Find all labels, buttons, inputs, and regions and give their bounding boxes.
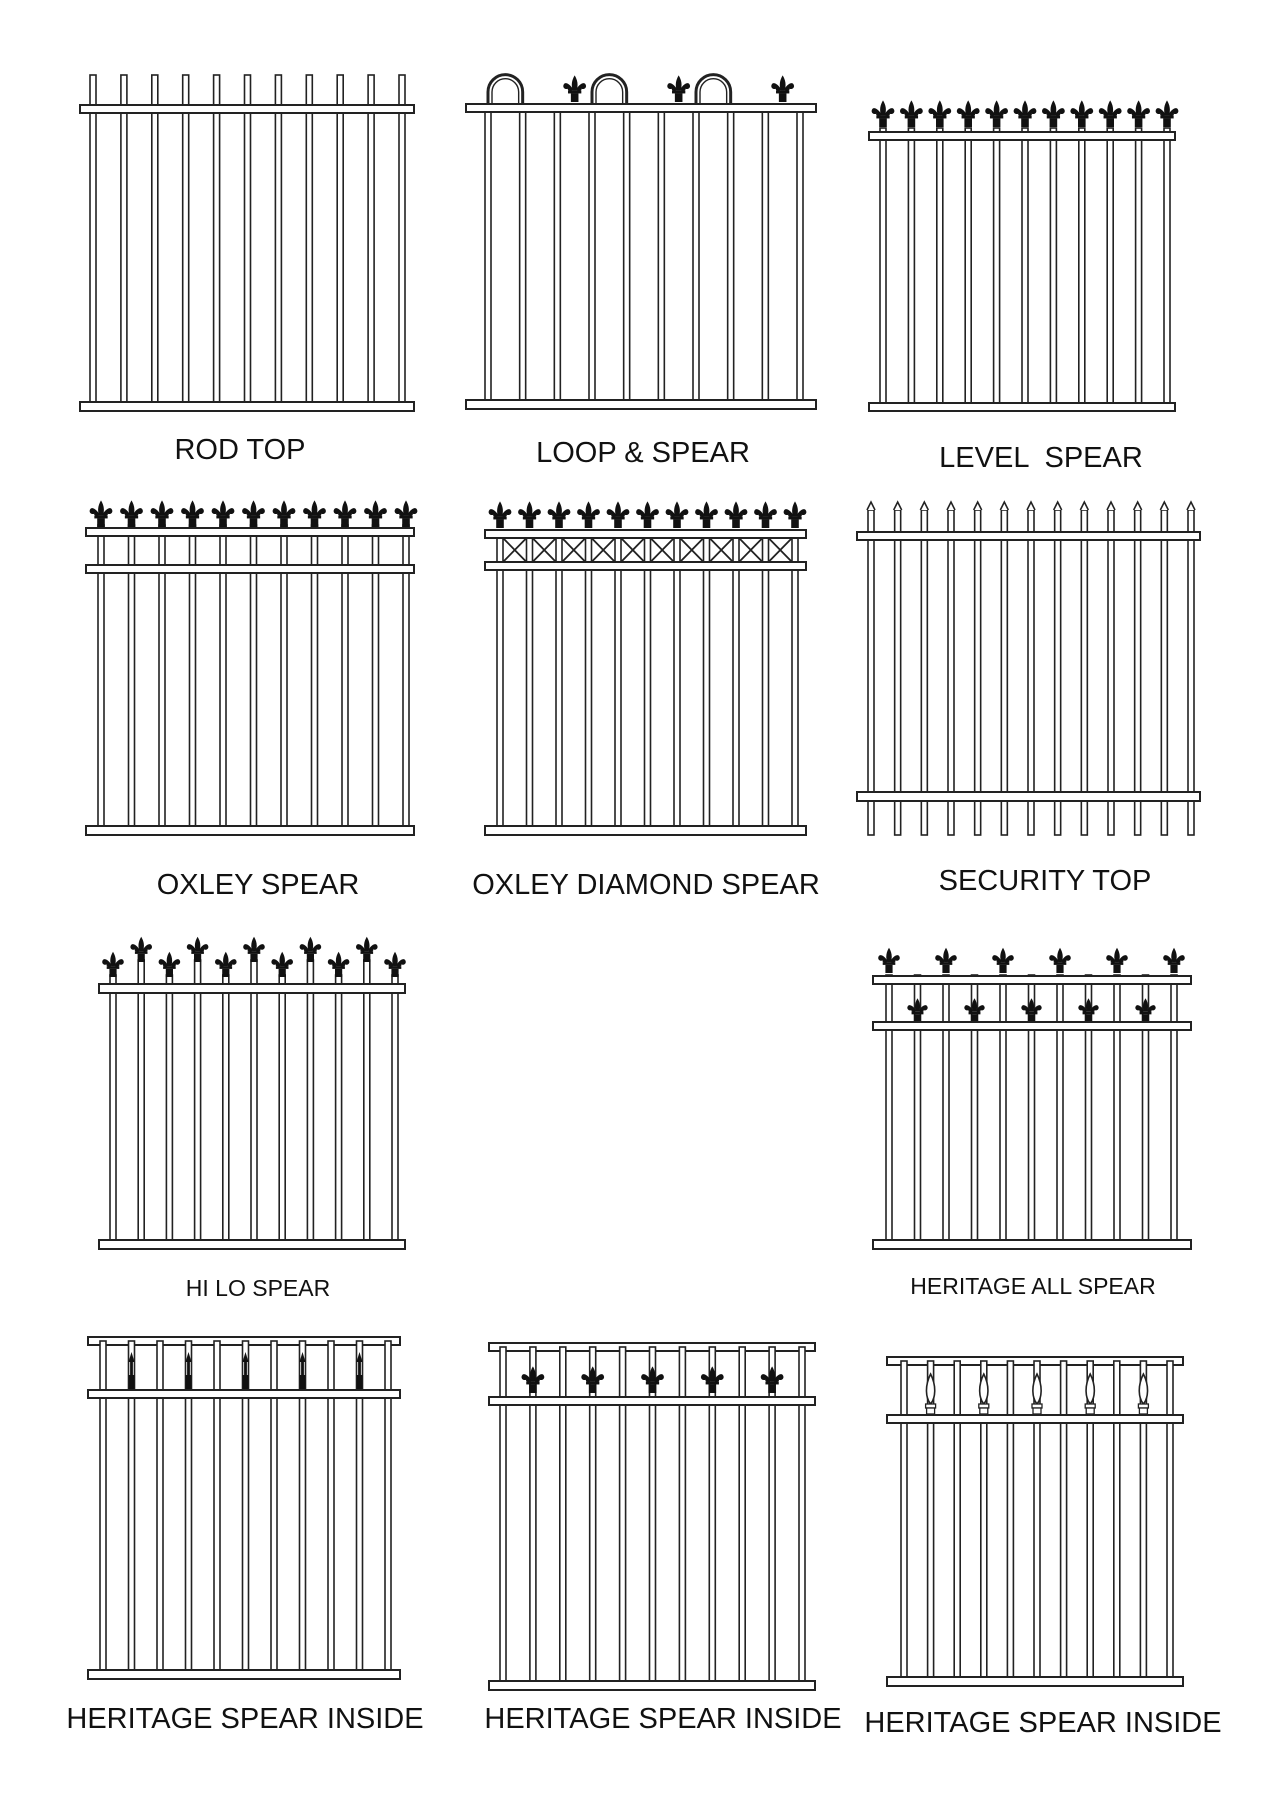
- fleur-de-lis-finial-icon: [754, 501, 777, 528]
- picket: [797, 105, 803, 402]
- picket: [1055, 510, 1061, 835]
- spear-tip-icon: [974, 502, 982, 510]
- picket: [195, 960, 201, 1247]
- rail: [466, 104, 816, 112]
- picket: [337, 75, 343, 409]
- fleur-de-lis-finial-icon: [872, 100, 895, 127]
- label-loop-spear: LOOP & SPEAR: [536, 437, 750, 469]
- fleur-de-lis-finial-icon: [159, 952, 181, 977]
- fleur-de-lis-finial-icon: [242, 500, 265, 527]
- picket: [1114, 975, 1120, 1248]
- rail: [485, 562, 806, 570]
- picket: [306, 75, 312, 409]
- label-heritage-spear-inside-3: HERITAGE SPEAR INSIDE: [864, 1707, 1222, 1739]
- picket: [943, 975, 949, 1248]
- fleur-de-lis-finial-icon: [784, 501, 807, 528]
- rail: [857, 792, 1200, 801]
- picket: [1108, 510, 1114, 835]
- rail: [99, 984, 405, 993]
- picket: [624, 105, 630, 402]
- rail: [86, 565, 414, 573]
- label-heritage-all-spear: HERITAGE ALL SPEAR: [910, 1273, 1156, 1299]
- picket: [1028, 510, 1034, 835]
- picket: [615, 530, 621, 832]
- rail: [873, 976, 1191, 984]
- fence-panel-heritage-spear-inside-2: [489, 1343, 815, 1690]
- picket: [183, 75, 189, 409]
- fleur-de-lis-finial-icon: [364, 500, 387, 527]
- fleur-de-lis-finial-icon: [761, 1366, 784, 1393]
- picket: [704, 530, 710, 832]
- picket: [1022, 128, 1028, 407]
- spear-tip-icon: [947, 502, 955, 510]
- picket: [152, 75, 158, 409]
- fleur-de-lis-finial-icon: [641, 1366, 664, 1393]
- fence-panel-level-spear: [869, 100, 1178, 411]
- spear-tip-icon: [1054, 502, 1062, 510]
- fleur-de-lis-finial-icon: [667, 75, 690, 102]
- fleur-de-lis-finial-icon: [334, 500, 357, 527]
- label-oxley-spear: OXLEY SPEAR: [156, 869, 360, 901]
- fence-panel-heritage-all-spear: [873, 948, 1191, 1249]
- fleur-de-lis-finial-icon: [300, 937, 322, 962]
- picket: [658, 105, 664, 402]
- fleur-de-lis-finial-icon: [992, 948, 1014, 973]
- fleur-de-lis-finial-icon: [271, 952, 293, 977]
- picket: [520, 105, 526, 402]
- rail: [887, 1415, 1183, 1423]
- fleur-de-lis-finial-icon: [577, 501, 600, 528]
- fleur-de-lis-finial-icon: [964, 998, 984, 1022]
- spear-tip-icon: [1107, 502, 1115, 510]
- picket: [279, 975, 285, 1247]
- picket: [90, 75, 96, 409]
- rail: [873, 1240, 1191, 1249]
- picket: [166, 975, 172, 1247]
- fence-panel-rod-top: [80, 75, 414, 411]
- picket: [1001, 510, 1007, 835]
- rail: [80, 105, 414, 113]
- fleur-de-lis-finial-icon: [303, 500, 326, 527]
- picket: [1167, 1361, 1173, 1684]
- fleur-de-lis-finial-icon: [489, 501, 512, 528]
- picket: [245, 75, 251, 409]
- loop-top-inner: [596, 79, 623, 105]
- fence-panel-heritage-spear-inside-1: [88, 1337, 400, 1679]
- rail: [485, 530, 806, 538]
- picket: [763, 530, 769, 832]
- picket: [307, 960, 313, 1247]
- fleur-de-lis-finial-icon: [1106, 948, 1128, 973]
- label-security-top: SECURITY TOP: [938, 865, 1152, 897]
- picket: [121, 75, 127, 409]
- diamond-lattice: [769, 538, 793, 562]
- diamond-lattice: [562, 538, 586, 562]
- picket: [399, 75, 405, 409]
- picket: [1079, 128, 1085, 407]
- picket: [733, 530, 739, 832]
- picket: [1050, 128, 1056, 407]
- label-heritage-spear-inside-2: HERITAGE SPEAR INSIDE: [484, 1703, 842, 1735]
- picket: [674, 530, 680, 832]
- loop-top-inner: [492, 79, 519, 105]
- rail: [869, 403, 1175, 411]
- picket: [1081, 510, 1087, 835]
- rail: [489, 1397, 815, 1405]
- fleur-de-lis-finial-icon: [1099, 100, 1122, 127]
- picket: [586, 530, 592, 832]
- picket: [693, 105, 699, 402]
- picket: [901, 1361, 907, 1684]
- picket: [368, 75, 374, 409]
- picket: [138, 960, 144, 1247]
- fleur-de-lis-finial-icon: [771, 75, 794, 102]
- fleur-de-lis-finial-icon: [695, 501, 718, 528]
- rail: [88, 1390, 400, 1398]
- fleur-de-lis-finial-icon: [212, 500, 235, 527]
- diamond-lattice: [651, 538, 675, 562]
- diamond-lattice: [592, 538, 616, 562]
- fleur-de-lis-finial-icon: [1127, 100, 1150, 127]
- fleur-de-lis-finial-icon: [935, 948, 957, 973]
- rail: [887, 1677, 1183, 1686]
- picket: [1007, 1361, 1013, 1684]
- spear-tip-icon: [1160, 502, 1168, 510]
- picket: [1114, 1361, 1120, 1684]
- fleur-de-lis-finial-icon: [273, 500, 296, 527]
- fleur-de-lis-finial-icon: [907, 998, 927, 1022]
- picket: [937, 128, 943, 407]
- rail: [869, 132, 1175, 140]
- spear-tip-icon: [920, 502, 928, 510]
- rail: [86, 528, 414, 536]
- fleur-de-lis-finial-icon: [1021, 998, 1041, 1022]
- fence-panel-oxley-spear: [86, 500, 417, 835]
- fence-panel-heritage-spear-inside-3: [887, 1357, 1183, 1686]
- fence-panel-security-top: [857, 502, 1200, 835]
- spear-tip-icon: [1134, 502, 1142, 510]
- picket: [554, 105, 560, 402]
- picket: [965, 128, 971, 407]
- fleur-de-lis-finial-icon: [384, 952, 406, 977]
- picket: [1161, 510, 1167, 835]
- fleur-de-lis-finial-icon: [548, 501, 571, 528]
- fleur-de-lis-finial-icon: [581, 1366, 604, 1393]
- label-hi-lo-spear: HI LO SPEAR: [185, 1275, 331, 1301]
- fleur-de-lis-finial-icon: [1156, 100, 1179, 127]
- diamond-lattice: [710, 538, 734, 562]
- picket: [880, 128, 886, 407]
- picket: [975, 510, 981, 835]
- diamond-lattice: [680, 538, 704, 562]
- spear-tip-icon: [1187, 502, 1195, 510]
- picket: [948, 510, 954, 835]
- rail: [857, 532, 1200, 540]
- picket: [1136, 128, 1142, 407]
- picket: [1057, 975, 1063, 1248]
- fleur-de-lis-finial-icon: [1135, 998, 1155, 1022]
- fleur-de-lis-finial-icon: [985, 100, 1008, 127]
- picket: [223, 975, 229, 1247]
- fleur-de-lis-finial-icon: [878, 948, 900, 973]
- label-rod-top: ROD TOP: [174, 434, 306, 466]
- fleur-de-lis-finial-icon: [187, 937, 209, 962]
- spear-tip-icon: [1027, 502, 1035, 510]
- diamond-lattice: [533, 538, 557, 562]
- picket: [485, 105, 491, 402]
- label-level-spear: LEVEL SPEAR: [939, 442, 1143, 474]
- picket: [728, 105, 734, 402]
- diamond-lattice: [739, 538, 763, 562]
- diamond-lattice: [621, 538, 645, 562]
- picket: [589, 105, 595, 402]
- picket: [921, 510, 927, 835]
- fleur-de-lis-finial-icon: [522, 1366, 545, 1393]
- rail: [86, 826, 414, 835]
- fleur-de-lis-finial-icon: [1042, 100, 1065, 127]
- fleur-de-lis-finial-icon: [1070, 100, 1093, 127]
- fleur-de-lis-finial-icon: [243, 937, 265, 962]
- fleur-de-lis-finial-icon: [215, 952, 237, 977]
- fleur-de-lis-finial-icon: [90, 500, 113, 527]
- picket: [1135, 510, 1141, 835]
- fence-panel-oxley-diamond-spear: [485, 501, 806, 835]
- rail: [873, 1022, 1191, 1030]
- picket: [1164, 128, 1170, 407]
- spear-tip-icon: [1000, 502, 1008, 510]
- picket: [645, 530, 651, 832]
- picket: [908, 128, 914, 407]
- fence-panel-loop-spear: [466, 75, 816, 409]
- fleur-de-lis-finial-icon: [636, 501, 659, 528]
- fleur-de-lis-finial-icon: [1049, 948, 1071, 973]
- spear-tip-icon: [1080, 502, 1088, 510]
- label-heritage-spear-inside-1: HERITAGE SPEAR INSIDE: [66, 1703, 424, 1735]
- fleur-de-lis-finial-icon: [181, 500, 204, 527]
- fleur-de-lis-finial-icon: [518, 501, 541, 528]
- picket: [364, 960, 370, 1247]
- fence-panel-hi-lo-spear: [99, 937, 406, 1249]
- rail: [88, 1670, 400, 1679]
- rail: [485, 826, 806, 835]
- spear-tip-icon: [894, 502, 902, 510]
- fleur-de-lis-finial-icon: [928, 100, 951, 127]
- fleur-de-lis-finial-icon: [328, 952, 350, 977]
- fleur-de-lis-finial-icon: [701, 1366, 724, 1393]
- picket: [110, 975, 116, 1247]
- picket: [251, 960, 257, 1247]
- picket: [994, 128, 1000, 407]
- picket: [954, 1361, 960, 1684]
- picket: [392, 975, 398, 1247]
- picket: [895, 510, 901, 835]
- fleur-de-lis-finial-icon: [957, 100, 980, 127]
- fleur-de-lis-finial-icon: [102, 952, 124, 977]
- fleur-de-lis-finial-icon: [1078, 998, 1098, 1022]
- fleur-de-lis-finial-icon: [725, 501, 748, 528]
- loop-top-inner: [700, 79, 727, 105]
- fleur-de-lis-finial-icon: [900, 100, 923, 127]
- rail: [99, 1240, 405, 1249]
- fleur-de-lis-finial-icon: [1014, 100, 1037, 127]
- label-oxley-diamond-spear: OXLEY DIAMOND SPEAR: [472, 869, 820, 901]
- rail: [489, 1681, 815, 1690]
- picket: [1107, 128, 1113, 407]
- fleur-de-lis-finial-icon: [130, 937, 152, 962]
- fleur-de-lis-finial-icon: [607, 501, 630, 528]
- picket: [527, 530, 533, 832]
- picket: [1188, 510, 1194, 835]
- fleur-de-lis-finial-icon: [563, 75, 586, 102]
- fleur-de-lis-finial-icon: [151, 500, 174, 527]
- fleur-de-lis-finial-icon: [120, 500, 143, 527]
- fleur-de-lis-finial-icon: [395, 500, 418, 527]
- fleur-de-lis-finial-icon: [666, 501, 689, 528]
- picket: [497, 530, 503, 832]
- picket: [275, 75, 281, 409]
- rail: [80, 402, 414, 411]
- picket: [792, 530, 798, 832]
- picket: [214, 75, 220, 409]
- fleur-de-lis-finial-icon: [1163, 948, 1185, 973]
- picket: [886, 975, 892, 1248]
- spear-tip-icon: [867, 502, 875, 510]
- picket: [336, 975, 342, 1247]
- fleur-de-lis-finial-icon: [356, 937, 378, 962]
- picket: [1000, 975, 1006, 1248]
- picket: [1171, 975, 1177, 1248]
- picket: [556, 530, 562, 832]
- picket: [762, 105, 768, 402]
- picket: [1061, 1361, 1067, 1684]
- picket: [868, 510, 874, 835]
- rail: [466, 400, 816, 409]
- diamond-lattice: [503, 538, 527, 562]
